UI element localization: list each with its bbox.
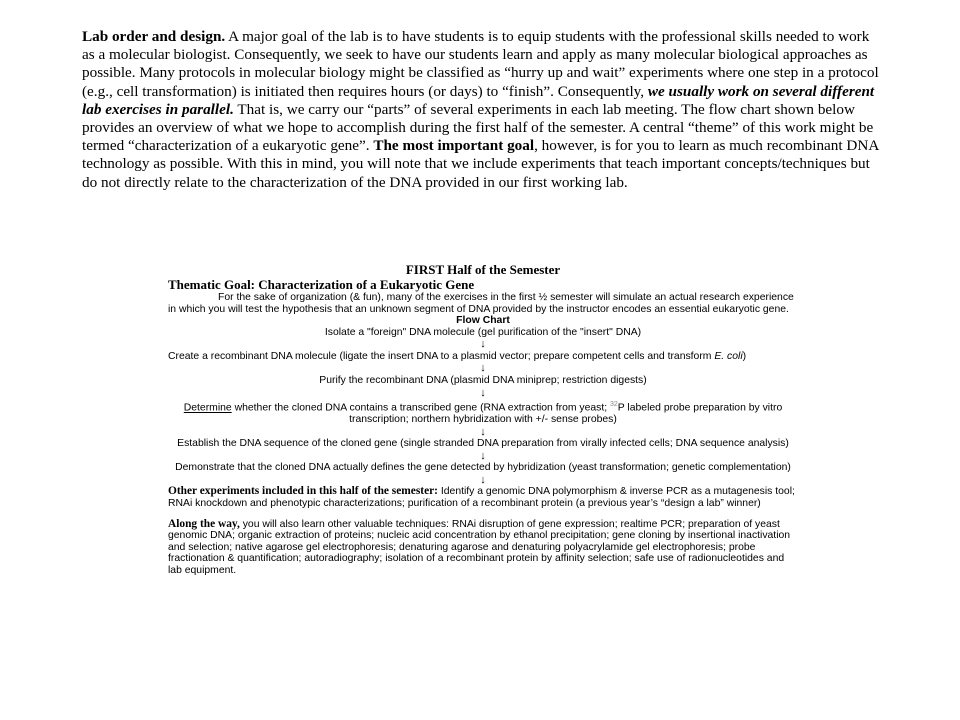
thematic-goal: Thematic Goal: Characterization of a Eukaryotic Gene — [168, 276, 475, 292]
flow-step-4-text-b: P labeled probe preparation by vitro transcription; northern hybridization with +/- sense probes) — [349, 402, 783, 426]
section-heading: FIRST Half of the Semester — [405, 262, 561, 277]
down-arrow-icon: ↓ — [480, 425, 486, 438]
down-arrow-icon: ↓ — [480, 386, 486, 399]
flow-step-6: Demonstrate that the cloned DNA actually defines the gene detected by hybridization (yeast transformation; genetic complementation) — [175, 462, 791, 474]
flow-step-2-close: ) — [742, 350, 747, 362]
other-experiments-heading: Other experiments included in this half of the semester: — [168, 485, 438, 498]
down-arrow-icon: ↓ — [480, 362, 486, 375]
along-the-way-heading: Along the way, — [168, 517, 240, 530]
down-arrow-icon: ↓ — [480, 449, 486, 462]
other-experiments-text: Identify a genomic DNA polymorphism & inverse PCR as a mutagenesis tool; RNAi knockdown and phenotypic characterizations; purification of a recombinant protein (a previous year’s “design a lab” winner) — [168, 486, 795, 509]
flow-step-2-text: Create a recombinant DNA molecule (ligate the insert DNA to a plasmid vector; prepare competent cells and transform — [168, 350, 715, 362]
intro-text-3: , however, is for you to learn as much recombinant DNA technology as possible. With this in mind, you will note that we include experiments that teach important concepts/techniques but do not directly relate to the characterization of the DNA provided in our first working lab. — [82, 137, 879, 191]
flow-step-1: Isolate a "foreign" DNA molecule (gel purification of the "insert" DNA) — [324, 326, 642, 338]
along-the-way — [168, 519, 798, 577]
other-experiments — [168, 486, 798, 509]
flow-step-3: Purify the recombinant DNA (plasmid DNA miniprep; restriction digests) — [319, 374, 647, 386]
flow-step-4-text: whether the cloned DNA contains a transcribed gene (RNA extraction from yeast; — [231, 402, 610, 414]
flow-step-4-keyword: Determine — [183, 402, 232, 414]
intro-paragraph — [82, 28, 882, 192]
flow-chart-section — [168, 263, 798, 577]
intro-text-2: That is, we carry our “parts” of several experiments in each lab meeting. The flow chart shown below provides an overview of what we hope to accomplish during the first half of the semester. A central “theme” of this work might be termed “characterization of a eukaryotic gene”. — [82, 100, 874, 155]
flow-step-2 — [168, 351, 798, 363]
along-the-way-text: you will also learn other valuable techniques: RNAi disruption of gene expression; realtime PCR; preparation of yeast genomic DNA; organic extraction of proteins; nucleic acid concentration by ethanol precipitation; gene cloning by insertional inactivation and selection; native agarose gel electrophoresis; denaturing agarose and denaturing polyacrylamide gel electrophoresis; probe fractionation & quantification; autoradiography; isolation of a recombinant protein by affinity selection; safe use of radionucleotides and lab equipment. — [168, 518, 791, 576]
intro-lead-heading: Lab order and design. — [82, 28, 226, 45]
flow-chart-label: Flow Chart — [456, 315, 510, 327]
intro-bold-phrase: The most important goal — [373, 137, 535, 155]
intro-text-1: A major goal of the lab is to have students is to equip students with the professional skills needed to work as a molecular biologist. Consequently, we seek to have our students learn and apply as many molecular biological approaches as possible. Many protocols in molecular biology might be classified as “hurry up and wait” experiments where one step in a protocol (e.g., cell transformation) is initiated then requires hours (or days) to “finish”. Consequently, — [82, 28, 879, 100]
flow-step-4 — [168, 399, 798, 426]
flow-step-4-superscript: 32 — [610, 401, 618, 409]
flow-step-2-organism: E. coli — [714, 350, 743, 362]
description-text: For the sake of organization (& fun), many of the exercises in the first ½ semester will simulate an actual research experience in which you will test the hypothesis that an unknown segment of DNA provided by the instructor encodes an essential eukaryotic gene. — [168, 292, 794, 315]
intro-emphasis: we usually work on several different lab exercises in parallel. — [82, 82, 875, 118]
down-arrow-icon: ↓ — [480, 338, 486, 351]
down-arrow-icon: ↓ — [480, 473, 486, 486]
flow-step-5: Establish the DNA sequence of the cloned gene (single stranded DNA preparation from virally infected cells; DNA sequence analysis) — [177, 438, 789, 450]
